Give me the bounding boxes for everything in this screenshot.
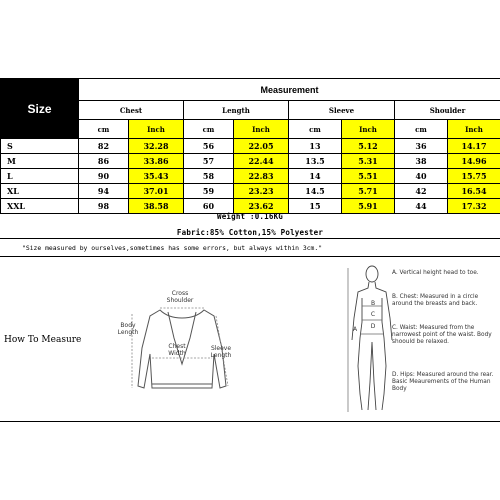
marker-c: C (370, 311, 376, 318)
table-cell-chest-in: 32.28 (129, 139, 184, 154)
sleeve-length-label: Sleeve Length (210, 345, 232, 359)
unit-cm: cm (289, 120, 342, 139)
table-cell-chest-cm: 86 (79, 154, 129, 169)
table-cell-sleeve-in: 5.91 (342, 199, 395, 214)
size-label: XL (1, 184, 79, 199)
divider (0, 421, 500, 422)
unit-cm: cm (395, 120, 448, 139)
table-row (1, 184, 500, 199)
table-cell-chest-cm: 90 (79, 169, 129, 184)
measurement-header: Measurement (79, 79, 500, 101)
table-cell-shoulder-in: 14.17 (448, 139, 500, 154)
table-cell-chest-cm: 98 (79, 199, 129, 214)
table-cell-shoulder-in: 15.75 (448, 169, 500, 184)
table-cell-chest-in: 33.86 (129, 154, 184, 169)
table-cell-sleeve-in: 5.12 (342, 139, 395, 154)
table-cell-shoulder-in: 17.32 (448, 199, 500, 214)
table-cell-chest-in: 37.01 (129, 184, 184, 199)
body-length-label: Body Length (117, 322, 139, 336)
table-body (1, 139, 500, 214)
size-table (0, 78, 500, 214)
size-label: L (1, 169, 79, 184)
table-title-row (1, 79, 500, 101)
unit-inch: Inch (234, 120, 289, 139)
chest-width-label: Chest Width (168, 343, 186, 357)
size-label: S (1, 139, 79, 154)
marker-a: A (352, 326, 358, 333)
marker-d: D (370, 323, 376, 330)
table-cell-chest-in: 38.58 (129, 199, 184, 214)
table-cell-shoulder-in: 14.96 (448, 154, 500, 169)
group-header-shoulder: Shoulder (395, 101, 500, 120)
table-cell-length-cm: 58 (184, 169, 234, 184)
marker-b: B (370, 300, 376, 307)
table-cell-shoulder-cm: 44 (395, 199, 448, 214)
table-cell-length-in: 22.44 (234, 154, 289, 169)
table-cell-length-in: 22.05 (234, 139, 289, 154)
table-cell-length-in: 23.62 (234, 199, 289, 214)
table-row (1, 169, 500, 184)
table-cell-shoulder-cm: 36 (395, 139, 448, 154)
measure-lines (348, 268, 384, 412)
table-cell-sleeve-cm: 14.5 (289, 184, 342, 199)
table-cell-shoulder-cm: 38 (395, 154, 448, 169)
how-to-measure-title: How To Measure (4, 335, 82, 345)
table-cell-length-cm: 57 (184, 154, 234, 169)
table-cell-chest-in: 35.43 (129, 169, 184, 184)
size-label: XXL (1, 199, 79, 214)
size-label: M (1, 154, 79, 169)
group-header-length: Length (184, 101, 289, 120)
table-cell-sleeve-cm: 15 (289, 199, 342, 214)
disclaimer-note: "Size measured by ourselves,sometimes has some errors, but always within 3cm." (22, 244, 323, 252)
weight-note: Weight :0.16KG (216, 212, 283, 221)
group-header-chest: Chest (79, 101, 184, 120)
human-body-icon (352, 266, 392, 410)
legend-c: C. Waist: Measured from the narrowest point of the waist. Body shoould be relaxed. (392, 325, 492, 345)
table-cell-length-cm: 59 (184, 184, 234, 199)
unit-cm: cm (184, 120, 234, 139)
unit-inch: Inch (448, 120, 500, 139)
table-cell-chest-cm: 82 (79, 139, 129, 154)
table-cell-chest-cm: 94 (79, 184, 129, 199)
legend-d: D. Hips: Measured around the rear. Basic Meaurements of the Human Body (392, 372, 494, 392)
divider (0, 256, 500, 257)
unit-inch: Inch (129, 120, 184, 139)
table-cell-sleeve-cm: 13.5 (289, 154, 342, 169)
table-row (1, 154, 500, 169)
legend-b: B. Chest: Measured in a circle around the breasts and back. (392, 294, 479, 307)
table-cell-sleeve-cm: 13 (289, 139, 342, 154)
cross-shoulder-label: Cross Shoulder (166, 290, 194, 304)
divider (0, 238, 500, 239)
unit-inch: Inch (342, 120, 395, 139)
table-cell-sleeve-cm: 14 (289, 169, 342, 184)
table-cell-sleeve-in: 5.31 (342, 154, 395, 169)
table-row (1, 139, 500, 154)
table-cell-sleeve-in: 5.51 (342, 169, 395, 184)
table-cell-shoulder-in: 16.54 (448, 184, 500, 199)
fabric-note: Fabric:85% Cotton,15% Polyester (176, 228, 324, 237)
table-cell-shoulder-cm: 40 (395, 169, 448, 184)
size-header: Size (1, 79, 79, 139)
table-cell-length-cm: 56 (184, 139, 234, 154)
table-cell-length-in: 23.23 (234, 184, 289, 199)
unit-cm: cm (79, 120, 129, 139)
group-header-sleeve: Sleeve (289, 101, 395, 120)
table-cell-sleeve-in: 5.71 (342, 184, 395, 199)
table-cell-length-in: 22.83 (234, 169, 289, 184)
table-cell-shoulder-cm: 42 (395, 184, 448, 199)
legend-a: A. Vertical height head to toe. (392, 270, 479, 276)
table-cell-length-cm: 60 (184, 199, 234, 214)
